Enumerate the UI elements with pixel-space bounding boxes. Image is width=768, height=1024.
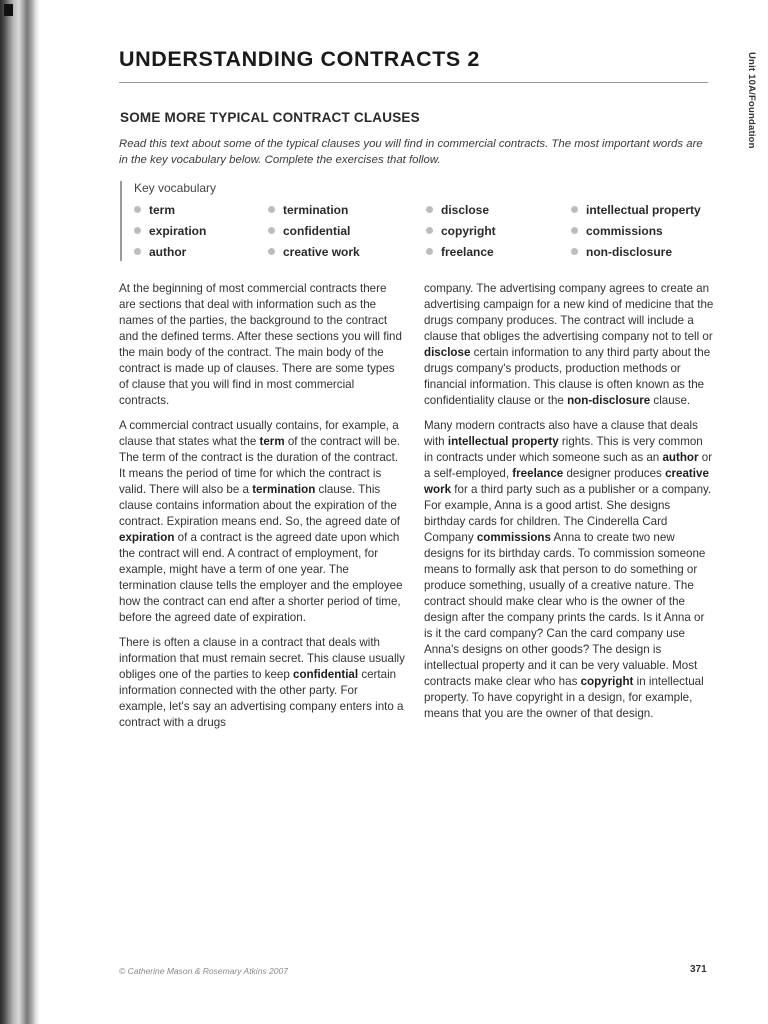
vocab-item: disclose [426, 203, 489, 217]
body-column-right [424, 281, 714, 731]
body-paragraph: There is often a clause in a contract that deals with information that must remain secret. This clause usually obliges one of the parties to keep confidential certain information connected with the other party. For example, let's say an advertising company enters into a contract with a drugs [119, 636, 405, 729]
key-vocabulary-box [120, 181, 717, 261]
key-term: copyright [580, 675, 634, 688]
page-title: UNDERSTANDING CONTRACTS 2 [119, 47, 480, 71]
bullet-icon [571, 248, 578, 255]
section-heading: SOME MORE TYPICAL CONTRACT CLAUSES [120, 110, 420, 125]
key-term: termination [252, 483, 316, 496]
bullet-icon [268, 227, 275, 234]
unit-side-label: Unit 10A/Foundation [746, 52, 757, 149]
vocab-item: intellectual property [571, 203, 701, 217]
key-term: non-disclosure [567, 394, 651, 407]
key-term: term [259, 435, 285, 448]
bullet-icon [134, 248, 141, 255]
key-term: author [662, 451, 699, 464]
bullet-icon [571, 227, 578, 234]
key-term: commissions [476, 531, 551, 544]
key-term: confidential [293, 668, 359, 681]
body-paragraph: At the beginning of most commercial contracts there are sections that deal with information such as the names of the parties, the background to the contract and the defined terms. After these sections you will find the main body of the contract. The main body of the contract is made up of clauses. There are some types of clause that you will find in most commercial contracts. [119, 282, 402, 407]
bullet-icon [426, 206, 433, 213]
vocab-item: creative work [268, 245, 360, 259]
vocab-item: termination [268, 203, 348, 217]
key-term: freelance [512, 467, 564, 480]
bullet-icon [134, 206, 141, 213]
vocab-item: confidential [268, 224, 350, 238]
vocab-item: non-disclosure [571, 245, 672, 259]
bullet-icon [268, 248, 275, 255]
key-term: disclose [424, 346, 471, 359]
key-term: expiration [119, 531, 175, 544]
key-term: creative work [424, 467, 709, 496]
vocab-item: expiration [134, 224, 206, 238]
bullet-icon [426, 248, 433, 255]
bullet-icon [571, 206, 578, 213]
book-binding-shadow [0, 0, 40, 1024]
vocab-item: term [134, 203, 175, 217]
scan-edge-mark [4, 4, 13, 16]
title-divider [119, 82, 708, 83]
key-vocabulary-title: Key vocabulary [134, 181, 217, 195]
vocab-item: commissions [571, 224, 663, 238]
body-paragraph: Many modern contracts also have a clause that deals with intellectual property rights. This is very common in contracts under which someone such as an author or a self-employed, freelance designer produces creative work for a third party such as a publisher or a company. For example, Anna is a good artist. She designs birthday cards for children. The Cinderella Card Company commissions Anna to create two new designs for its birthday cards. To commission someone means to formally ask that person to do something or produce something, usually of a creative nature. The contract should make clear who is the owner of the design after the company prints the cards. Is it Anna or is it the card company? Can the card company use Anna's designs on other goods? The design is intellectual property and it can be very valuable. Most contracts make clear who has copyright in intellectual property. To have copyright in a design, for example, means that you are the owner of that design. [424, 419, 713, 720]
body-paragraph: company. The advertising company agrees to create an advertising campaign for a new kind of medicine that the drugs company produces. The contract will include a clause that obliges the advertising company not to tell or disclose certain information to any third party about the drugs company's products, production methods or financial information. This clause is often known as the confidentiality clause or the non-disclosure clause. [424, 282, 714, 407]
body-column-left [119, 281, 406, 740]
vocab-item: author [134, 245, 186, 259]
bullet-icon [268, 206, 275, 213]
vocab-item: copyright [426, 224, 496, 238]
bullet-icon [426, 227, 433, 234]
copyright-footer: © Catherine Mason & Rosemary Atkins 2007 [119, 966, 288, 976]
bullet-icon [134, 227, 141, 234]
key-term: intellectual property [447, 435, 559, 448]
body-paragraph: A commercial contract usually contains, for example, a clause that states what the term of the contract will be. The term of the contract is the duration of the contract. It means the period of time for which the contract is valid. There will also be a termination clause. This clause contains information about the expiration of the contract. Expiration means end. So, the agreed date of expiration of a contract is the agreed date upon which the contract will end. A contract of employment, for example, might have a term of one year. The termination clause tells the employer and the employee how the contract can end after a shorter period of time, before the agreed date of expiration. [119, 419, 403, 624]
vocab-item: freelance [426, 245, 494, 259]
page-number: 371 [690, 964, 707, 975]
section-intro: Read this text about some of the typical clauses you will find in commercial contracts. The most important words are in the key vocabulary below. Complete the exercises that follow. [119, 138, 703, 166]
